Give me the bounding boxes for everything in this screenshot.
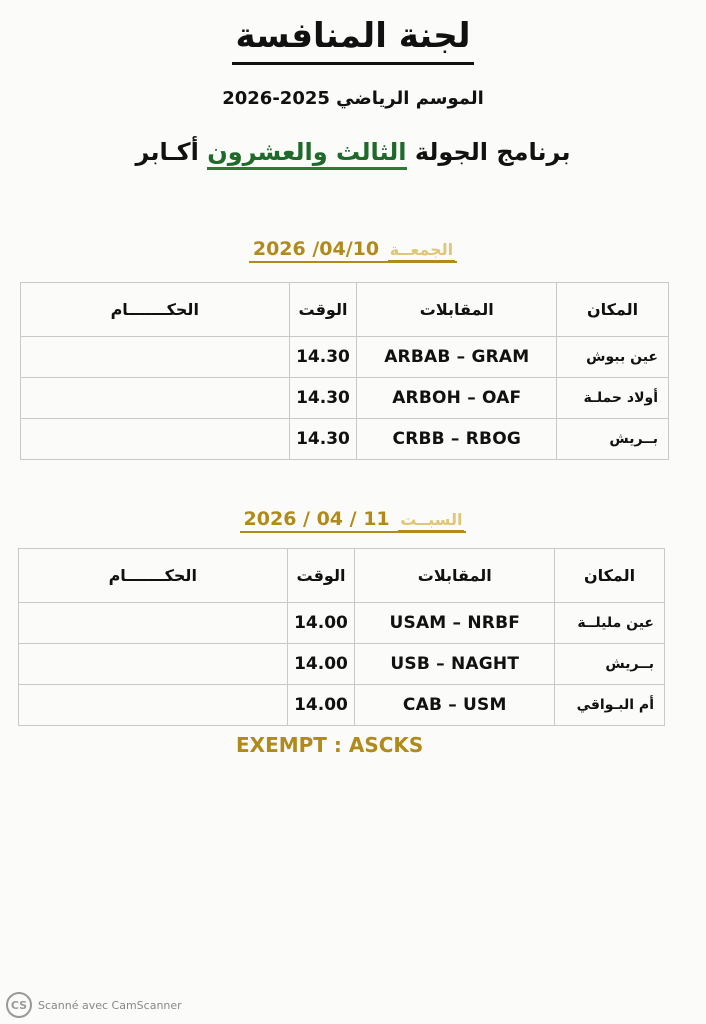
venue-cell: أولاد حملـة [557, 378, 669, 419]
referees-cell [19, 644, 288, 685]
col-referees: الحكـــــــام [21, 283, 290, 337]
referees-cell [21, 378, 290, 419]
referees-cell [21, 419, 290, 460]
time-cell: 14.00 [287, 685, 355, 726]
day-name: السبــت [398, 510, 464, 532]
col-matches: المقابلات [355, 549, 555, 603]
time-cell: 14.30 [289, 419, 357, 460]
table-row [19, 644, 665, 685]
venue-cell: عين مليلــة [555, 603, 665, 644]
table-row [19, 603, 665, 644]
scanner-text: Scanné avec CamScanner [38, 998, 182, 1012]
document-title-text: لجنة المنافسة [232, 14, 475, 65]
time-cell: 14.00 [287, 603, 355, 644]
day-heading-saturday [0, 508, 706, 530]
match-cell: CAB – USM [355, 685, 555, 726]
match-cell: USB – NAGHT [355, 644, 555, 685]
referees-cell [19, 603, 288, 644]
day-date: 2026 /04/10 [251, 238, 381, 263]
day-name: الجمعــة [388, 240, 455, 262]
time-cell: 14.30 [289, 337, 357, 378]
col-matches: المقابلات [357, 283, 557, 337]
table-row [19, 685, 665, 726]
referees-cell [21, 337, 290, 378]
match-cell: ARBAB – GRAM [357, 337, 557, 378]
table-row [21, 378, 669, 419]
table-row [21, 337, 669, 378]
venue-cell: عين ببوش [557, 337, 669, 378]
col-time: الوقت [289, 283, 357, 337]
program-prefix: برنامج الجولة [414, 138, 571, 166]
referees-cell [19, 685, 288, 726]
venue-cell: أم البـواقي [555, 685, 665, 726]
day-heading-friday [0, 238, 706, 260]
col-time: الوقت [287, 549, 355, 603]
match-cell: USAM – NRBF [355, 603, 555, 644]
scanner-watermark [6, 992, 182, 1018]
program-category: أكـابر [135, 138, 199, 166]
schedule-table-saturday [18, 548, 665, 726]
schedule-table-friday [20, 282, 669, 460]
day-date: 2026 / 04 / 11 [242, 508, 392, 533]
program-round: الثالث والعشرون [207, 138, 406, 170]
col-referees: الحكـــــــام [19, 549, 288, 603]
time-cell: 14.00 [287, 644, 355, 685]
table-header-row [19, 549, 665, 603]
table-header-row [21, 283, 669, 337]
col-venue: المكان [557, 283, 669, 337]
match-cell: ARBOH – OAF [357, 378, 557, 419]
exempt-note: EXEMPT : ASCKS [236, 733, 424, 757]
col-venue: المكان [555, 549, 665, 603]
venue-cell: بــريش [555, 644, 665, 685]
season-line: الموسم الرياضي 2025-2026 [222, 88, 484, 109]
document-title [0, 14, 706, 65]
match-cell: CRBB – RBOG [357, 419, 557, 460]
table-row [21, 419, 669, 460]
program-heading [0, 138, 706, 166]
venue-cell: بــريش [557, 419, 669, 460]
time-cell: 14.30 [289, 378, 357, 419]
camscanner-logo-icon: CS [6, 992, 32, 1018]
